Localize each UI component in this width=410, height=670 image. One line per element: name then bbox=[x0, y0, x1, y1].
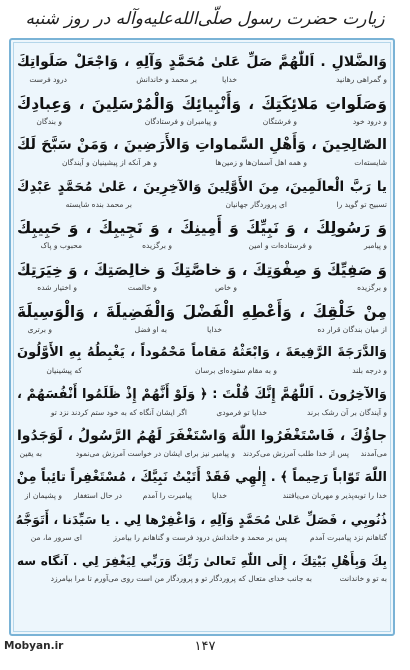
translation-text bbox=[17, 573, 387, 585]
translation-segment: و فرشتگان bbox=[262, 116, 297, 126]
translation-segment: و برتری bbox=[27, 324, 52, 334]
translation-text bbox=[17, 448, 387, 460]
translation-segment: گناهانم نزد پیامبرت آمدم bbox=[310, 532, 387, 542]
translation-segment: و بندگان bbox=[36, 116, 62, 126]
translation-segment: پیامبرت را آمدم bbox=[142, 491, 192, 500]
verse-line-10 bbox=[17, 420, 387, 462]
arabic-text: ذُنُوبِي ، فَصَلِّ عَلىٰ مُحَمَّدٍ وَآلِهِ ، وَاغْفِرْها لِي . يا سَيِّدَنا ، أَتَوَجَّهُ bbox=[15, 511, 387, 527]
translation-segment: درود فرست bbox=[29, 75, 67, 84]
header-banner bbox=[0, 0, 410, 38]
verse-line-4 bbox=[17, 171, 387, 213]
arabic-text: وَصَلَواتِ مَلائِكَتِكَ ، وَأَنْبِيائِكَ وَالْمُرْسَلِينَ ، وَعِبادِكَ bbox=[17, 94, 387, 113]
translation-segment: و خالصت bbox=[127, 283, 157, 292]
verse-line-12 bbox=[17, 504, 387, 546]
translation-segment: و فرستاده‌ات و امین bbox=[248, 241, 312, 251]
translation-segment: محبوب و پاک bbox=[40, 241, 82, 251]
translation-text bbox=[17, 240, 387, 252]
translation-segment: از میان بندگان قرار ده bbox=[317, 324, 387, 334]
translation-segment: اگر ایشان آنگاه که به خود ستم کردند نزد تو bbox=[50, 407, 187, 417]
translation-text bbox=[17, 407, 387, 419]
arabic-text: اللّٰهَ تَوّاباً رَحِيماً ﴾ . إِلٰهِي فَقَدْ أَتَيْتُ نَبِيَّكَ ، مُسْتَغْفِراً تائِباً مِنْ bbox=[16, 470, 387, 485]
translation-segment: و خاص bbox=[215, 283, 237, 292]
translation-segment: و درجه بلند bbox=[352, 366, 387, 376]
arabic-text: وَالدَّرَجَةَ الرَّفِيعَةَ ، وَابْعَثْهُ مَقاماً مَحْمُوداً ، يَغْبِطُهُ بِهِ الأَوَّلُونَ bbox=[17, 345, 387, 361]
verse-line-3 bbox=[17, 129, 387, 171]
translation-segment: در حال استغفار bbox=[73, 491, 122, 500]
verse-line-9 bbox=[17, 379, 387, 421]
translation-segment: و پشیمان از bbox=[24, 491, 62, 500]
translation-text bbox=[17, 157, 387, 169]
arabic-text: وَالضَّلالِ . اَللّٰهُمَّ صَلِّ عَلىٰ مُحَمَّدٍ وَآلِهِ ، وَاجْعَلْ صَلَواتِكَ bbox=[17, 54, 387, 70]
translation-text bbox=[17, 532, 387, 544]
translation-segment: بر محمد بنده شایسته bbox=[65, 199, 132, 209]
verse-line-7 bbox=[17, 296, 387, 338]
translation-segment: به یقین bbox=[19, 449, 42, 459]
page-title: زیارت حضرت رسول صلّی‌الله‌علیه‌وآله در روز شنبه bbox=[25, 9, 385, 29]
translation-segment: خدایا bbox=[206, 324, 222, 334]
verse-line-11 bbox=[17, 462, 387, 504]
translation-segment: پس بر محمد و خاندانش درود فرست و گناهانم را بیامرز bbox=[113, 532, 287, 542]
translation-segment: و اختیار شده bbox=[37, 283, 77, 292]
translation-segment: به او فضل bbox=[134, 324, 167, 334]
arabic-text: وَالآخِرُونَ . اَللّٰهُمَّ إِنَّكَ قُلْتَ : ﴿ وَلَوْ أَنَّهُمْ إِذْ ظَلَمُوا أَنْفُسَهُمْ ، bbox=[17, 386, 387, 402]
translation-segment: و گمراهی رهانید bbox=[336, 75, 387, 84]
translation-segment: و برگزیده bbox=[357, 283, 387, 292]
translation-segment: خدایا تو فرمودی bbox=[216, 407, 267, 417]
translation-text bbox=[17, 490, 387, 502]
translation-segment: و به مقام ستوده‌ای برسان bbox=[195, 366, 277, 376]
translation-segment: خدایا bbox=[221, 75, 237, 84]
verse-line-13 bbox=[17, 545, 387, 587]
arabic-text: جاؤُكَ ، فَاسْتَغْفَرُوا اللّٰهَ وَاسْتَغْفَرَ لَهُمُ الرَّسُولُ ، لَوَجَدُوا bbox=[17, 428, 387, 445]
arabic-text: وَ صَفِيِّكَ وَ صِفْوَتِكَ ، وَ خاصَّتِكَ وَ خالِصَتِكَ ، وَ خِيَرَتِكَ bbox=[17, 261, 387, 279]
translation-segment: شایسته‌ات bbox=[354, 158, 387, 168]
translation-segment: و همه اهل آسمان‌ها و زمین‌ها bbox=[215, 158, 307, 168]
translation-segment: و هر آنکه از پیشینیان و آیندگان bbox=[61, 158, 157, 168]
translation-segment: و درود خود bbox=[352, 116, 387, 126]
translation-segment: و پیامبران و فرستادگان bbox=[144, 116, 217, 126]
translation-segment: خدا را توبه‌پذیر و مهربان می‌یافتند bbox=[282, 491, 387, 500]
translation-text bbox=[17, 74, 387, 86]
translation-segment: ای پروردگار جهانیان bbox=[225, 199, 287, 209]
arabic-text: بِكَ وَبِأَهْلِ بَيْتِكَ ، إِلَى اللّٰهِ تَعالىٰ رَبِّكَ وَرَبِّي لِيَغْفِرَ لِي . آنگاه سه bbox=[17, 554, 387, 569]
translation-segment: به جانب خدای متعال که پروردگار تو و پروردگار من است روی می‌آورم تا مرا بیامرزد bbox=[50, 574, 312, 584]
translation-segment: به تو و خاندانت bbox=[339, 574, 387, 584]
verse-line-2 bbox=[17, 88, 387, 130]
translation-segment: ای سرور ما، من bbox=[30, 532, 82, 542]
arabic-text: يا رَبَّ الْعالَمِينَ، مِنَ الأَوَّلِينَ وَالآخِرِينَ ، عَلىٰ مُحَمَّدٍ عَبْدِكَ bbox=[17, 178, 387, 195]
verse-line-6 bbox=[17, 254, 387, 296]
translation-segment: و پیامبر نیز برای ایشان در خواست آمرزش می‌نمود bbox=[75, 449, 235, 459]
translation-segment: تسبیح تو گوید را bbox=[336, 199, 387, 209]
arabic-text: وَ رَسُولِكَ ، وَ نَبِيِّكَ وَ أَمِينِكَ ، وَ نَجِيبِكَ ، وَ حَبِيبِكَ bbox=[17, 219, 387, 238]
translation-segment: که پیشینیان bbox=[46, 366, 82, 376]
verse-line-5 bbox=[17, 212, 387, 254]
translation-segment: و پیامبر bbox=[363, 241, 387, 251]
arabic-text: مِنْ خَلْقِكَ ، وَأَعْطِهِ الْفَضْلَ وَالْفَضِيلَةَ ، وَالْوَسِيلَةَ bbox=[17, 302, 387, 321]
translation-segment: و آیندگان بر آن رشک برند bbox=[307, 407, 387, 417]
translation-segment: بر محمد و خاندانش bbox=[136, 75, 197, 84]
text-frame bbox=[9, 38, 395, 636]
translation-segment: پس از خدا طلب آمرزش می‌کردند bbox=[242, 449, 349, 459]
translation-text bbox=[17, 324, 387, 336]
translation-text bbox=[17, 199, 387, 211]
translation-text bbox=[17, 282, 387, 294]
verse-line-8 bbox=[17, 337, 387, 379]
site-brand: Mobyan.ir bbox=[4, 640, 64, 652]
translation-text bbox=[17, 116, 387, 128]
verse-line-1 bbox=[17, 46, 387, 88]
translation-segment: خدایا bbox=[211, 491, 227, 500]
page-number: ۱۴۷ bbox=[194, 639, 216, 654]
translation-segment: و برگزیده bbox=[142, 241, 172, 251]
translation-segment: می‌آمدند bbox=[360, 449, 387, 459]
arabic-text: الصّالِحِينَ ، وَأَهْلِ السَّماواتِ وَالأَرَضِينَ ، وَمَنْ سَبَّحَ لَكَ bbox=[17, 137, 387, 154]
translation-text bbox=[17, 365, 387, 377]
